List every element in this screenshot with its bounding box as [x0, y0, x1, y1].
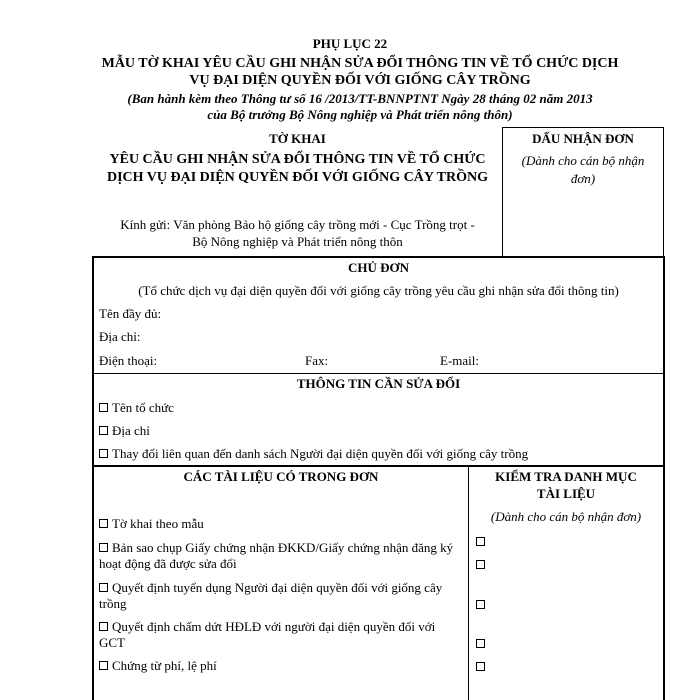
checklist-note: (Dành cho cán bộ nhận đơn)	[490, 509, 642, 524]
checklist-checkbox[interactable]	[476, 662, 485, 671]
form-subheading-line2: DỊCH VỤ ĐẠI DIỆN QUYỀN ĐỐI VỚI GIỐNG CÂY TRỒNG	[106, 170, 489, 185]
stamp-box-right	[663, 127, 664, 257]
stamp-box-title: DẤU NHẬN ĐƠN	[532, 131, 634, 146]
form-title-line2: VỤ ĐẠI DIỆN QUYỀN ĐỐI VỚI GIỐNG CÂY TRỒNG	[189, 73, 531, 88]
checkbox-icon	[99, 583, 108, 592]
issued-by-line1: (Ban hành kèm theo Thông tư số 16 /2013/TT-BNNPTNT Ngày 28 tháng 02 năm 2013	[127, 91, 593, 106]
document-item-declaration[interactable]: Tờ khai theo mẫu	[99, 516, 464, 532]
changes-section-title: THÔNG TIN CẦN SỬA ĐỔI	[296, 376, 461, 391]
table-right-border	[663, 256, 665, 700]
recipient-line1: Kính gửi: Văn phòng Bảo hộ giống cây trồng mới - Cục Trồng trọt -	[120, 217, 475, 232]
checklist-checkbox[interactable]	[476, 639, 485, 648]
email-label: E-mail:	[440, 353, 479, 368]
change-item-address[interactable]: Địa chỉ	[99, 423, 150, 439]
checkbox-icon	[99, 622, 108, 631]
checkbox-icon	[99, 661, 108, 670]
checklist-checkbox[interactable]	[476, 560, 485, 569]
checkbox-icon	[99, 519, 108, 528]
fax-label: Fax:	[305, 353, 329, 368]
document-item-business-registration[interactable]: Bản sao chụp Giấy chứng nhận ĐKKD/Giấy chứng nhận đăng ký hoạt động đã được sửa đổi	[99, 540, 454, 571]
checklist-title-line2: TÀI LIỆU	[536, 486, 596, 501]
form-subheading-line1: YÊU CẦU GHI NHẬN SỬA ĐỔI THÔNG TIN VỀ TỔ CHỨC	[109, 152, 486, 167]
checklist-title-line1: KIỂM TRA DANH MỤC	[495, 469, 637, 484]
table-top-border	[92, 256, 664, 258]
change-item-org-name[interactable]: Tên tổ chức	[99, 400, 174, 416]
change-item-representatives[interactable]: Thay đổi liên quan đến danh sách Người đại diện quyền đối với giống cây trồng	[99, 446, 528, 462]
applicant-section-title: CHỦ ĐƠN	[347, 260, 410, 275]
stamp-box-note-line1: (Dành cho cán bộ nhận	[521, 153, 645, 168]
issued-by-line2: của Bộ trưởng Bộ Nông nghiệp và Phát triển nông thôn)	[207, 107, 513, 122]
address-label: Địa chỉ:	[99, 329, 141, 344]
full-name-label: Tên đầy đủ:	[99, 306, 162, 321]
recipient-line2: Bộ Nông nghiệp và Phát triển nông thôn	[192, 234, 403, 249]
form-title-line1: MẪU TỜ KHAI YÊU CẦU GHI NHẬN SỬA ĐỔI THÔNG TIN VỀ TỔ CHỨC DỊCH	[101, 56, 619, 71]
stamp-box-note-line2: đơn)	[570, 171, 596, 186]
checkbox-icon	[99, 426, 108, 435]
checklist-checkbox[interactable]	[476, 600, 485, 609]
stamp-box-top	[502, 127, 664, 128]
documents-section-title: CÁC TÀI LIỆU CÓ TRONG ĐƠN	[183, 469, 379, 484]
checkbox-icon	[99, 449, 108, 458]
checkbox-icon	[99, 543, 108, 552]
form-heading: TỜ KHAI	[269, 131, 326, 146]
changes-divider	[92, 373, 665, 374]
phone-label: Điện thoại:	[99, 353, 158, 368]
document-item-termination-decision[interactable]: Quyết định chấm dứt HĐLĐ với người đại diện quyền đối với GCT	[99, 619, 436, 650]
document-item-fee-receipt[interactable]: Chứng từ phí, lệ phí	[99, 658, 464, 674]
checkbox-icon	[99, 403, 108, 412]
document-item-hiring-decision[interactable]: Quyết định tuyển dụng Người đại diện quyền đối với giống cây trồng	[99, 580, 443, 611]
checklist-checkbox[interactable]	[476, 537, 485, 546]
applicant-section-note: (Tổ chức dịch vụ đại diện quyền đối với giống cây trồng yêu cầu ghi nhận sửa đổi thông tin)	[138, 283, 619, 298]
appendix-label: PHỤ LỤC 22	[312, 36, 388, 51]
documents-divider	[92, 465, 665, 467]
